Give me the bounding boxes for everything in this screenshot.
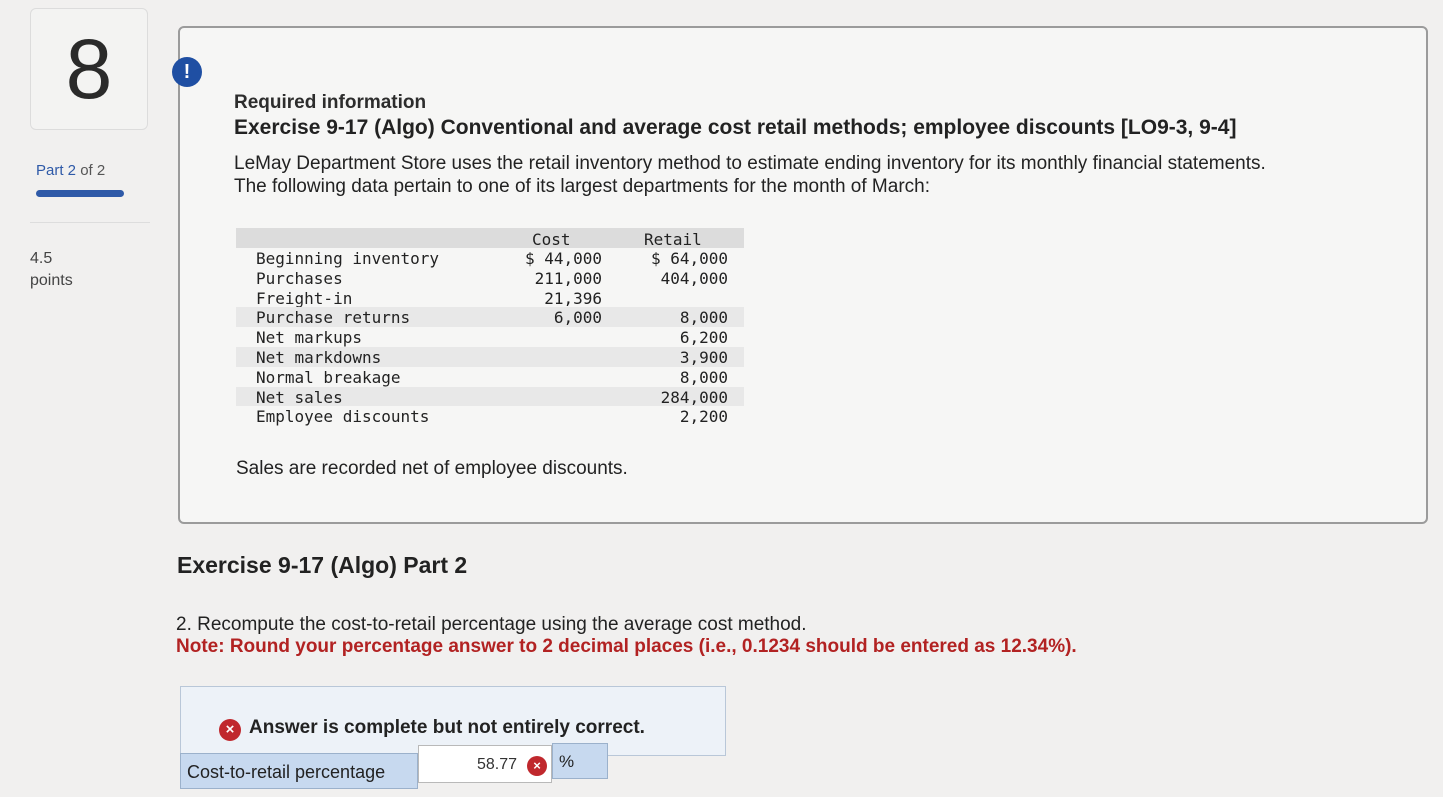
table-row (236, 288, 744, 308)
points-label: points (30, 272, 73, 289)
row-retail: 2,200 (679, 407, 728, 427)
part-progress-bar (36, 190, 124, 197)
incorrect-icon: × (219, 719, 241, 741)
answer-status-text: Answer is complete but not entirely correct. (249, 717, 645, 738)
part-label: Part 2 (36, 162, 77, 179)
row-retail: $ 64,000 (650, 249, 728, 268)
table-row (236, 307, 744, 327)
row-cost: $ 44,000 (524, 249, 602, 268)
row-label: Purchase returns (256, 308, 411, 328)
exercise-title: Exercise 9-17 (Algo) Conventional and average cost retail methods; employee discounts [LO9-3, 9-4] (234, 116, 1237, 139)
points-value: 4.5 (30, 250, 53, 267)
exercise-intro: LeMay Department Store uses the retail inventory method to estimate ending inventory for its monthly financial statements. The following data pertain to one of its largest departments for the month of March: (234, 153, 1266, 197)
table-row (236, 367, 744, 387)
table-row (236, 327, 744, 347)
sales-note: Sales are recorded net of employee discounts. (236, 458, 628, 479)
sidebar-divider (30, 222, 150, 223)
cost-to-retail-label: Cost-to-retail percentage (180, 753, 418, 789)
part-title: Exercise 9-17 (Algo) Part 2 (177, 552, 468, 578)
question-text: 2. Recompute the cost-to-retail percentage using the average cost method. (176, 614, 807, 635)
part-of-label: of 2 (80, 162, 106, 179)
question-number: 8 (30, 8, 148, 130)
row-label: Purchases (256, 268, 343, 288)
row-cost: 21,396 (544, 288, 602, 308)
table-row (236, 347, 744, 367)
part-indicator (36, 162, 105, 179)
row-label: Normal breakage (256, 367, 401, 387)
alert-icon: ! (172, 57, 202, 87)
cost-to-retail-value: 58.77 (477, 756, 518, 773)
row-retail: 3,900 (679, 347, 728, 367)
row-retail: 8,000 (679, 367, 728, 387)
table-row (236, 406, 744, 426)
table-header (236, 228, 744, 248)
table-row (236, 387, 744, 407)
row-label: Net markdowns (256, 347, 382, 367)
row-label: Beginning inventory (256, 249, 440, 268)
row-label: Net markups (256, 328, 362, 348)
row-label: Freight-in (256, 288, 353, 308)
row-retail: 404,000 (660, 268, 728, 288)
row-retail: 8,000 (679, 308, 728, 328)
header-cost: Cost (532, 230, 571, 249)
row-retail: 6,200 (679, 328, 728, 348)
required-heading: Required information (234, 92, 427, 113)
row-cost: 6,000 (553, 308, 602, 328)
cost-to-retail-input[interactable] (418, 745, 552, 783)
row-label: Net sales (256, 387, 343, 407)
question-note: Note: Round your percentage answer to 2 decimal places (i.e., 0.1234 should be entered as 12.34%). (176, 636, 1077, 657)
row-cost: 211,000 (534, 268, 602, 288)
row-label: Employee discounts (256, 407, 430, 427)
row-retail: 284,000 (660, 387, 728, 407)
incorrect-icon: × (527, 756, 547, 776)
header-retail: Retail (644, 230, 702, 249)
table-row (236, 248, 744, 268)
table-row (236, 268, 744, 288)
inventory-data-table (236, 228, 744, 426)
percent-unit: % (552, 743, 608, 779)
